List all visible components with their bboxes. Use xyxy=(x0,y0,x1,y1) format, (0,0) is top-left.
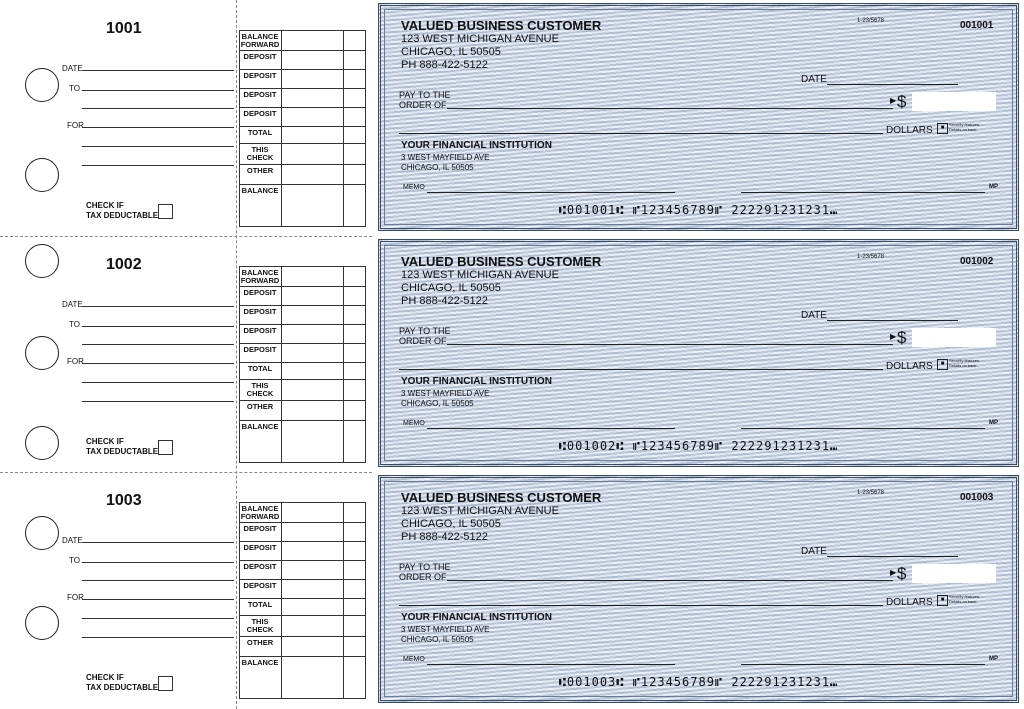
register-label xyxy=(239,541,281,560)
bank-name: YOUR FINANCIAL INSTITUTION xyxy=(401,612,552,623)
register-label-text: BALANCE xyxy=(241,422,279,431)
memo-label: MEMO xyxy=(403,420,425,427)
security-text: Security features. Details on back. xyxy=(949,358,981,368)
register-label xyxy=(239,579,281,598)
routing-fraction: 1-23/5678 xyxy=(857,254,885,260)
customer-address-2: CHICAGO, IL 50505 xyxy=(401,518,501,530)
register-row-line xyxy=(239,88,366,89)
amount-box[interactable] xyxy=(912,564,996,583)
dollars-label: DOLLARS xyxy=(886,597,933,608)
register-label-text: DEPOSIT xyxy=(243,288,277,297)
register-col-line xyxy=(239,266,240,462)
check-number: 001001 xyxy=(960,20,994,31)
pay-to-label xyxy=(399,562,451,582)
tax-deductable-label xyxy=(86,201,158,221)
stub-write-line[interactable] xyxy=(82,306,234,307)
bank-address-1: 3 WEST MAYFIELD AVE xyxy=(401,625,490,634)
register-col-line xyxy=(343,502,344,698)
register-row-line xyxy=(239,184,366,185)
check xyxy=(378,239,1019,467)
register-label xyxy=(239,598,281,615)
check-row xyxy=(0,0,1024,236)
customer-name: VALUED BUSINESS CUSTOMER xyxy=(401,254,602,269)
amount-box[interactable] xyxy=(912,92,996,111)
stub-for-label: FOR xyxy=(67,593,84,602)
register-row-line xyxy=(239,266,366,267)
register-label-text: CHECK xyxy=(246,389,274,398)
register-row-line xyxy=(239,286,366,287)
date-label: DATE xyxy=(801,74,827,85)
customer-address-1: 123 WEST MICHIGAN AVENUE xyxy=(401,33,559,45)
register-label-text: BALANCE xyxy=(241,268,279,277)
register-label-text: DEPOSIT xyxy=(243,345,277,354)
customer-phone: PH 888-422-5122 xyxy=(401,295,488,307)
register-col-line xyxy=(365,30,366,226)
micr-line: ⑆001002⑆ ⑈123456789⑈ 222291231231⑉ xyxy=(558,439,839,453)
customer-name: VALUED BUSINESS CUSTOMER xyxy=(401,18,602,33)
register-row-line xyxy=(239,636,366,637)
register-label-text: DEPOSIT xyxy=(243,52,277,61)
register-col-line xyxy=(281,502,282,698)
date-line[interactable] xyxy=(827,556,958,557)
register-label xyxy=(239,636,281,656)
register-label-text: DEPOSIT xyxy=(243,524,277,533)
micr-line: ⑆001001⑆ ⑈123456789⑈ 222291231231⑉ xyxy=(558,203,839,217)
register-label-text: DEPOSIT xyxy=(243,326,277,335)
check-number: 001003 xyxy=(960,492,994,503)
register-label xyxy=(239,286,281,305)
check-stub xyxy=(0,472,236,708)
pay-to-line1: PAY TO THE xyxy=(399,90,451,100)
stub-number: 1001 xyxy=(106,20,142,37)
register-row-line xyxy=(239,69,366,70)
register-col-line xyxy=(239,30,240,226)
register-label xyxy=(239,164,281,184)
register-label-text: FORWARD xyxy=(240,40,280,49)
register-col-line xyxy=(365,502,366,698)
stub-write-line[interactable] xyxy=(82,401,234,402)
register-label xyxy=(239,143,281,164)
security-text: Security features. Details on back. xyxy=(949,594,981,604)
pay-to-line1: PAY TO THE xyxy=(399,562,451,572)
stub-write-line[interactable] xyxy=(82,146,234,147)
register-row-line xyxy=(239,164,366,165)
register-label xyxy=(239,50,281,69)
bank-name: YOUR FINANCIAL INSTITUTION xyxy=(401,376,552,387)
register-label-text: CHECK xyxy=(246,625,274,634)
tax-label-line2: TAX DEDUCTABLE xyxy=(86,447,159,456)
tax-deductable-checkbox[interactable] xyxy=(158,676,173,691)
register-col-line xyxy=(365,266,366,462)
pay-to-line2: ORDER OF xyxy=(399,100,447,110)
stub-write-line[interactable] xyxy=(82,618,234,619)
stub-write-line[interactable] xyxy=(82,90,234,91)
register-label-text: FORWARD xyxy=(240,276,280,285)
pay-to-line2: ORDER OF xyxy=(399,572,447,582)
register-row-line xyxy=(239,362,366,363)
register-label-text: FORWARD xyxy=(240,512,280,521)
register-label-text: DEPOSIT xyxy=(243,581,277,590)
register-row-line xyxy=(239,615,366,616)
security-text: Security features. Details on back. xyxy=(949,122,981,132)
register-label-text: THIS xyxy=(251,145,269,154)
register-label-text: CHECK xyxy=(246,153,274,162)
check-register xyxy=(239,502,366,698)
register-row-line xyxy=(239,598,366,599)
bank-address-1: 3 WEST MAYFIELD AVE xyxy=(401,389,490,398)
register-label xyxy=(239,266,281,286)
stub-date-label: DATE xyxy=(62,300,83,309)
register-label xyxy=(239,107,281,126)
check-number: 001002 xyxy=(960,256,994,267)
mp-label: MP xyxy=(989,656,998,662)
register-row-line xyxy=(239,343,366,344)
stub-date-label: DATE xyxy=(62,536,83,545)
pay-to-label xyxy=(399,90,451,110)
memo-line[interactable] xyxy=(427,192,675,193)
lock-icon: ■ xyxy=(937,595,948,606)
date-line[interactable] xyxy=(827,320,958,321)
bank-name: YOUR FINANCIAL INSTITUTION xyxy=(401,140,552,151)
register-label xyxy=(239,656,281,698)
register-row-line xyxy=(239,50,366,51)
tax-deductable-label xyxy=(86,437,158,457)
dollars-label: DOLLARS xyxy=(886,361,933,372)
register-row-line xyxy=(239,143,366,144)
customer-phone: PH 888-422-5122 xyxy=(401,531,488,543)
register-label xyxy=(239,502,281,522)
payee-line[interactable] xyxy=(447,344,893,345)
stub-for-label: FOR xyxy=(67,357,84,366)
register-label-text: DEPOSIT xyxy=(243,71,277,80)
stub-to-label: TO xyxy=(69,556,80,565)
register-label xyxy=(239,362,281,379)
mp-label: MP xyxy=(989,420,998,426)
pay-to-label xyxy=(399,326,451,346)
register-label-text: DEPOSIT xyxy=(243,307,277,316)
register-row-line xyxy=(239,107,366,108)
register-row-line xyxy=(239,560,366,561)
check xyxy=(378,3,1019,231)
stub-write-line[interactable] xyxy=(82,70,234,71)
register-row-line xyxy=(239,400,366,401)
lock-icon: ■ xyxy=(937,123,948,134)
lock-icon: ■ xyxy=(937,359,948,370)
register-row-line xyxy=(239,126,366,127)
arrow-icon: ▶ xyxy=(890,568,897,577)
register-row-line xyxy=(239,420,366,421)
stub-to-label: TO xyxy=(69,320,80,329)
stub-write-line[interactable] xyxy=(82,580,234,581)
tax-deductable-label xyxy=(86,673,158,693)
bank-address-2: CHICAGO, IL 50505 xyxy=(401,399,474,408)
tax-label-line2: TAX DEDUCTABLE xyxy=(86,683,159,692)
amount-words-line[interactable] xyxy=(399,605,883,606)
stub-write-line[interactable] xyxy=(82,165,234,166)
register-row-line xyxy=(239,462,366,463)
dollars-label: DOLLARS xyxy=(886,125,933,136)
check-register xyxy=(239,266,366,462)
register-label-text: THIS xyxy=(251,617,269,626)
date-label: DATE xyxy=(801,546,827,557)
tax-label-line2: TAX DEDUCTABLE xyxy=(86,211,159,220)
check-register xyxy=(239,30,366,226)
register-row-line xyxy=(239,522,366,523)
stub-number: 1003 xyxy=(106,492,142,509)
register-label-text: BALANCE xyxy=(241,658,279,667)
register-label-text: OTHER xyxy=(246,166,274,175)
stub-write-line[interactable] xyxy=(82,637,234,638)
stub-write-line[interactable] xyxy=(82,108,234,109)
binder-hole xyxy=(25,606,59,640)
register-row-line xyxy=(239,30,366,31)
memo-label: MEMO xyxy=(403,184,425,191)
tax-label-line1: CHECK IF xyxy=(86,673,124,682)
binder-hole xyxy=(25,158,59,192)
micr-line: ⑆001003⑆ ⑈123456789⑈ 222291231231⑉ xyxy=(558,675,839,689)
register-label-text: TOTAL xyxy=(247,600,273,609)
register-label-text: DEPOSIT xyxy=(243,90,277,99)
bank-address-2: CHICAGO, IL 50505 xyxy=(401,635,474,644)
pay-to-line1: PAY TO THE xyxy=(399,326,451,336)
stub-to-label: TO xyxy=(69,84,80,93)
register-label-text: BALANCE xyxy=(241,186,279,195)
binder-hole xyxy=(25,516,59,550)
register-label-text: DEPOSIT xyxy=(243,543,277,552)
payee-line[interactable] xyxy=(447,108,893,109)
register-label xyxy=(239,343,281,362)
register-label xyxy=(239,30,281,50)
dollar-sign: $ xyxy=(897,328,907,347)
register-label xyxy=(239,126,281,143)
check-stub xyxy=(0,0,236,236)
stub-write-line[interactable] xyxy=(82,344,234,345)
amount-words-line[interactable] xyxy=(399,369,883,370)
register-row-line xyxy=(239,324,366,325)
dollar-sign: $ xyxy=(897,564,907,583)
customer-address-2: CHICAGO, IL 50505 xyxy=(401,46,501,58)
mp-label: MP xyxy=(989,184,998,190)
arrow-icon: ▶ xyxy=(890,332,897,341)
register-col-line xyxy=(281,266,282,462)
register-label xyxy=(239,615,281,636)
register-label xyxy=(239,69,281,88)
register-col-line xyxy=(343,266,344,462)
register-row-line xyxy=(239,656,366,657)
register-label xyxy=(239,184,281,226)
date-line[interactable] xyxy=(827,84,958,85)
register-label-text: TOTAL xyxy=(247,128,273,137)
stub-for-label: FOR xyxy=(67,121,84,130)
routing-fraction: 1-23/5678 xyxy=(857,490,885,496)
date-label: DATE xyxy=(801,310,827,321)
register-row-line xyxy=(239,579,366,580)
customer-name: VALUED BUSINESS CUSTOMER xyxy=(401,490,602,505)
customer-phone: PH 888-422-5122 xyxy=(401,59,488,71)
customer-address-2: CHICAGO, IL 50505 xyxy=(401,282,501,294)
signature-line[interactable] xyxy=(741,664,985,665)
memo-label: MEMO xyxy=(403,656,425,663)
register-row-line xyxy=(239,305,366,306)
routing-fraction: 1-23/5678 xyxy=(857,18,885,24)
customer-address-1: 123 WEST MICHIGAN AVENUE xyxy=(401,269,559,281)
register-label-text: TOTAL xyxy=(247,364,273,373)
register-row-line xyxy=(239,541,366,542)
check-row xyxy=(0,472,1024,708)
register-row-line xyxy=(239,226,366,227)
customer-address-1: 123 WEST MICHIGAN AVENUE xyxy=(401,505,559,517)
bank-address-2: CHICAGO, IL 50505 xyxy=(401,163,474,172)
check xyxy=(378,475,1019,703)
register-col-line xyxy=(343,30,344,226)
register-row-line xyxy=(239,502,366,503)
stub-write-line[interactable] xyxy=(82,382,234,383)
register-label-text: THIS xyxy=(251,381,269,390)
binder-hole xyxy=(25,336,59,370)
payee-line[interactable] xyxy=(447,580,893,581)
stub-date-label: DATE xyxy=(62,64,83,73)
tax-label-line1: CHECK IF xyxy=(86,201,124,210)
register-label xyxy=(239,420,281,462)
dollar-sign: $ xyxy=(897,92,907,111)
register-label-text: OTHER xyxy=(246,638,274,647)
register-label-text: DEPOSIT xyxy=(243,109,277,118)
register-label xyxy=(239,400,281,420)
register-label xyxy=(239,379,281,400)
stub-write-line[interactable] xyxy=(82,542,234,543)
register-row-line xyxy=(239,379,366,380)
register-label-text: DEPOSIT xyxy=(243,562,277,571)
register-label xyxy=(239,560,281,579)
memo-line[interactable] xyxy=(427,664,675,665)
register-label-text: OTHER xyxy=(246,402,274,411)
memo-line[interactable] xyxy=(427,428,675,429)
tax-label-line1: CHECK IF xyxy=(86,437,124,446)
bank-address-1: 3 WEST MAYFIELD AVE xyxy=(401,153,490,162)
register-row-line xyxy=(239,698,366,699)
stub-number: 1002 xyxy=(106,256,142,273)
stub-write-line[interactable] xyxy=(82,326,234,327)
binder-hole xyxy=(25,244,59,278)
stub-write-line[interactable] xyxy=(82,363,234,364)
arrow-icon: ▶ xyxy=(890,96,897,105)
register-label xyxy=(239,88,281,107)
register-label xyxy=(239,522,281,541)
register-label-text: BALANCE xyxy=(241,32,279,41)
check-row xyxy=(0,236,1024,472)
register-col-line xyxy=(281,30,282,226)
stub-write-line[interactable] xyxy=(82,127,234,128)
register-label xyxy=(239,305,281,324)
stub-write-line[interactable] xyxy=(82,562,234,563)
amount-box[interactable] xyxy=(912,328,996,347)
check-stub xyxy=(0,236,236,472)
amount-words-line[interactable] xyxy=(399,133,883,134)
pay-to-line2: ORDER OF xyxy=(399,336,447,346)
binder-hole xyxy=(25,68,59,102)
register-label-text: BALANCE xyxy=(241,504,279,513)
stub-write-line[interactable] xyxy=(82,599,234,600)
signature-line[interactable] xyxy=(741,192,985,193)
register-col-line xyxy=(239,502,240,698)
signature-line[interactable] xyxy=(741,428,985,429)
tax-deductable-checkbox[interactable] xyxy=(158,440,173,455)
binder-hole xyxy=(25,426,59,460)
tax-deductable-checkbox[interactable] xyxy=(158,204,173,219)
register-label xyxy=(239,324,281,343)
